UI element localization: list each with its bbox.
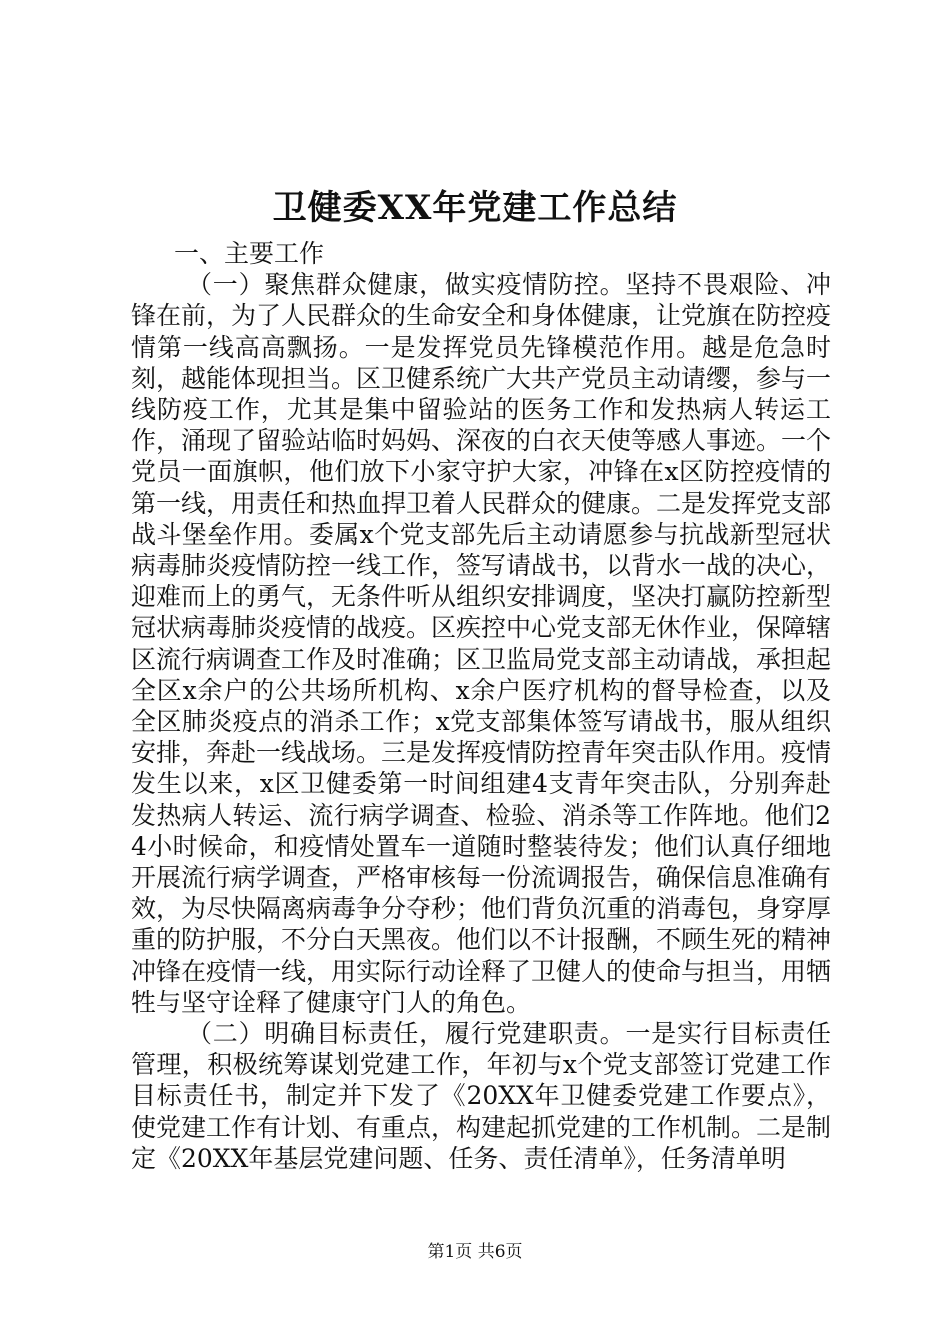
section-heading: 一、主要工作 [174,239,325,268]
document-title: 卫健委XX年党建工作总结 [272,188,678,228]
body-paragraph: （二）明确目标责任，履行党建职责。一是实行目标责任管理，积极统筹谋划党建工作，年初与x个党支部签订党建工作目标责任书，制定并下发了《20XX年卫健委党建工作要点》，使党建工作有计划、有重点，构建起抓党建的工作机制。二是制定《20XX年基层党建问题、任务、责任清单》，任务清单明 [131,1019,832,1173]
page-number-footer: 第1页 共6页 [427,1242,523,1262]
document-body [131,238,831,1174]
body-paragraph: （一）聚焦群众健康，做实疫情防控。坚持不畏艰险、冲锋在前，为了人民群众的生命安全和身体健康，让党旗在防控疫情第一线高高飘扬。一是发挥党员先锋模范作用。越是危急时刻，越能体现担当。区卫健系统广大共产党员主动请缨，参与一线防疫工作，尤其是集中留验站的医务工作和发热病人转运工作，涌现了留验站临时妈妈、深夜的白衣天使等感人事迹。一个党员一面旗帜，他们放下小家守护大家，冲锋在x区防控疫情的第一线，用责任和热血捍卫着人民群众的健康。二是发挥党支部战斗堡垒作用。委属x个党支部先后主动请愿参与抗战新型冠状病毒肺炎疫情防控一线工作，签写请战书，以背水一战的决心，迎难而上的勇气，无条件听从组织安排调度，坚决打赢防控新型冠状病毒肺炎疫情的战疫。区疾控中心党支部无休作业，保障辖区流行病调查工作及时准确；区卫监局党支部主动请战，承担起全区x余户的公共场所机构、x余户医疗机构的督导检查，以及全区肺炎疫点的消杀工作；x党支部集体签写请战书，服从组织安排，奔赴一线战场。三是发挥疫情防控青年突击队作用。疫情发生以来，x区卫健委第一时间组建4支青年突击队，分别奔赴发热病人转运、流行病学调查、检验、消杀等工作阵地。他们24小时候命，和疫情处置车一道随时整装待发；他们认真仔细地开展流行病学调查，严格审核每一份流调报告，确保信息准确有效，为尽快隔离病毒争分夺秒；他们背负沉重的消毒包，身穿厚重的防护服，不分白天黑夜。他们以不计报酬，不顾生死的精神冲锋在疫情一线，用实际行动诠释了卫健人的使命与担当，用牺牲与坚守诠释了健康守门人的角色。 [131,270,832,1017]
